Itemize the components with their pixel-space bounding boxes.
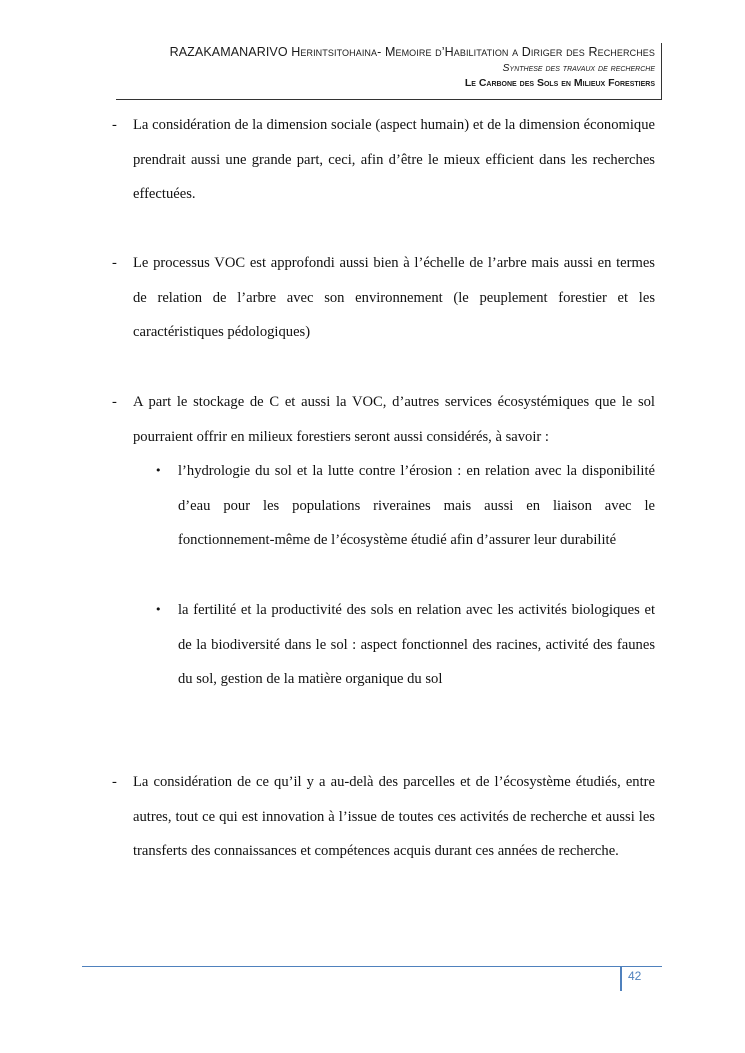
list-marker: - (112, 255, 117, 271)
bullet-marker: • (155, 464, 162, 477)
footer-rule (82, 966, 662, 967)
list-marker: - (112, 394, 117, 410)
header-chapter: Le Carbone des Sols en Milieux Forestiers (464, 77, 655, 89)
list-marker: - (112, 117, 117, 133)
header-vertical-rule (661, 43, 662, 99)
list-marker: - (112, 774, 117, 790)
sub-list-item: l’hydrologie du sol et la lutte contre l’érosion : en relation avec la disponibilité d’eau pour les populations riveraines mais aussi en liaison avec le fonctionnement-même de l’écosystème étudié afin d’assurer leur durabilité (178, 463, 655, 548)
list-item: Le processus VOC est approfondi aussi bien à l’échelle de l’arbre mais aussi en termes de relation de l’arbre avec son environnement (le peuplement forestier et les caractéristiques pédologiques) (133, 255, 655, 340)
header-section: Synthese des travaux de recherche (502, 62, 655, 74)
header-author-title: RAZAKAMANARIVO Herintsitohaina- Memoire d’Habilitation a Diriger des Recherches (169, 45, 655, 59)
bullet-marker: • (155, 603, 162, 616)
list-item: La considération de ce qu’il y a au-delà des parcelles et de l’écosystème étudiés, entre autres, tout ce qui est innovation à l’issue de toutes ces activités de recherche et aussi les transferts des connaissances et compétences acquis durant ces années de recherche. (133, 774, 655, 859)
running-header (170, 44, 655, 91)
header-horizontal-rule (116, 99, 662, 100)
page-number: 42 (628, 969, 642, 983)
list-item: La considération de la dimension sociale (aspect humain) et de la dimension économique prendrait aussi une grande part, ceci, afin d’être le mieux efficient dans les recherches effectuées. (133, 117, 655, 202)
sub-list-item: la fertilité et la productivité des sols en relation avec les activités biologiques et de la biodiversité dans le sol : aspect fonctionnel des racines, activité des faunes du sol, gestion de la matière organique du sol (178, 602, 655, 687)
list-item: A part le stockage de C et aussi la VOC, d’autres services écosystémiques que le sol pourraient offrir en milieux forestiers seront aussi considérés, à savoir : (133, 394, 655, 445)
footer-vertical-rule (620, 966, 622, 991)
